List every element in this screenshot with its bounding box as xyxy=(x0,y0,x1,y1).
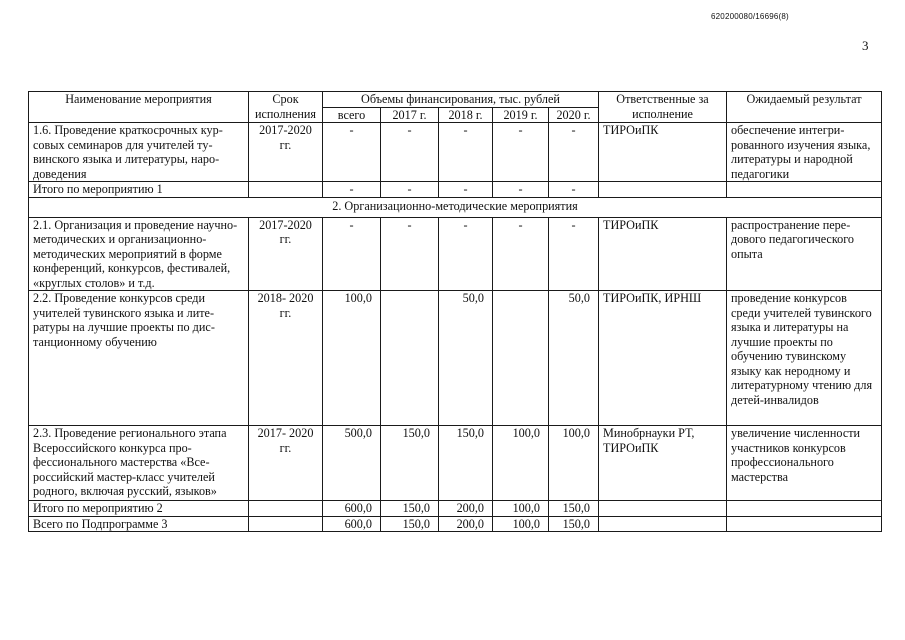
value-2017: 150,0 xyxy=(381,426,439,501)
value-2018: 200,0 xyxy=(439,501,493,517)
subtotal-row xyxy=(29,182,882,198)
value-2019: 100,0 xyxy=(493,516,549,532)
total-row xyxy=(29,516,882,532)
measure-name: 2.2. Проведение конкурсов среди учителей тувинского языка и литературы на лучшие проекты по дистанционному обучению xyxy=(29,291,249,426)
header-name: Наименование мероприятия xyxy=(29,92,249,123)
value-2018: - xyxy=(439,123,493,182)
value-2017: - xyxy=(381,123,439,182)
measure-name: 1.6. Проведение краткосрочных курсовых семинаров для учителей тувинского языка и литературы, народоведения xyxy=(29,123,249,182)
value-total: 500,0 xyxy=(323,426,381,501)
table-row xyxy=(29,217,882,291)
header-responsible-line2: исполнение xyxy=(632,106,693,121)
value-2020: - xyxy=(549,182,599,198)
value-2019: 100,0 xyxy=(493,426,549,501)
value-2020: - xyxy=(549,123,599,182)
value-2018: - xyxy=(439,182,493,198)
header-responsible xyxy=(599,92,727,123)
header-responsible-line1: Ответственные за xyxy=(616,92,709,106)
measure-term: 2018- 2020 гг. xyxy=(249,291,323,426)
measure-term: 2017-2020 гг. xyxy=(249,217,323,291)
page-number: 3 xyxy=(862,38,869,53)
responsible: Минобрнауки РТ, ТИРОиПК xyxy=(599,426,727,501)
expected-result: обеспечение интегрированного изучения языка, литературы и народной педагогики xyxy=(727,123,882,182)
measure-name: 2.3. Проведение регионального этапа Всероссийского конкурса профессионального мастерства «Всероссийский мастер-класс учителей родного, включая русский, языков» xyxy=(29,426,249,501)
expected-result: увеличение численности участников конкурсов профессионального мастерства xyxy=(727,426,882,501)
value-2017 xyxy=(381,291,439,426)
document-number: 620200080/16696(8) xyxy=(711,12,789,21)
subtotal-label: Итого по мероприятию 1 xyxy=(29,182,249,198)
header-result: Ожидаемый результат xyxy=(727,92,882,123)
header-financing: Объемы финансирования, тыс. рублей xyxy=(323,92,599,108)
value-2017: 150,0 xyxy=(381,516,439,532)
value-total: - xyxy=(323,182,381,198)
header-term-line2: исполнения xyxy=(254,106,317,121)
value-2020: - xyxy=(549,217,599,291)
measures-table xyxy=(28,91,882,532)
responsible: ТИРОиПК xyxy=(599,217,727,291)
header-term-line1: Срок xyxy=(272,92,299,106)
header-total: всего xyxy=(323,107,381,123)
section-title: 2. Организационно-методические мероприятия xyxy=(29,197,882,217)
value-2019 xyxy=(493,291,549,426)
responsible: ТИРОиПК, ИРНШ xyxy=(599,291,727,426)
value-2020: 150,0 xyxy=(549,501,599,517)
value-2020: 100,0 xyxy=(549,426,599,501)
subtotal-label: Итого по мероприятию 2 xyxy=(29,501,249,517)
subtotal-row xyxy=(29,501,882,517)
header-term xyxy=(249,92,323,123)
value-2018: - xyxy=(439,217,493,291)
header-year-2019: 2019 г. xyxy=(493,107,549,123)
header-year-2018: 2018 г. xyxy=(439,107,493,123)
value-2019: - xyxy=(493,123,549,182)
value-total: 600,0 xyxy=(323,501,381,517)
table-row xyxy=(29,291,882,426)
responsible: ТИРОиПК xyxy=(599,123,727,182)
value-2018: 150,0 xyxy=(439,426,493,501)
value-2017: 150,0 xyxy=(381,501,439,517)
value-2019: - xyxy=(493,182,549,198)
value-2019: - xyxy=(493,217,549,291)
table-row xyxy=(29,426,882,501)
value-2018: 200,0 xyxy=(439,516,493,532)
header-year-2017: 2017 г. xyxy=(381,107,439,123)
value-2020: 150,0 xyxy=(549,516,599,532)
section-row xyxy=(29,197,882,217)
value-2018: 50,0 xyxy=(439,291,493,426)
measure-name: 2.1. Организация и проведение научно-методических и организационно-методических мероприятий в форме конференций, конкурсов, фестивалей, «круглых столов» и т.д. xyxy=(29,217,249,291)
measure-term: 2017-2020 гг. xyxy=(249,123,323,182)
header-year-2020: 2020 г. xyxy=(549,107,599,123)
value-total: 600,0 xyxy=(323,516,381,532)
value-2017: - xyxy=(381,182,439,198)
value-total: - xyxy=(323,123,381,182)
value-total: - xyxy=(323,217,381,291)
table-row xyxy=(29,123,882,182)
expected-result: проведение конкурсов среди учителей тувинского языка и литературы на лучшие проекты по обучению тувинскому языку как неродному и литературному чтению для детей-инвалидов xyxy=(727,291,882,426)
value-total: 100,0 xyxy=(323,291,381,426)
value-2020: 50,0 xyxy=(549,291,599,426)
measure-term: 2017- 2020 гг. xyxy=(249,426,323,501)
total-label: Всего по Подпрограмме 3 xyxy=(29,516,249,532)
expected-result: распространение передового педагогического опыта xyxy=(727,217,882,291)
value-2017: - xyxy=(381,217,439,291)
value-2019: 100,0 xyxy=(493,501,549,517)
